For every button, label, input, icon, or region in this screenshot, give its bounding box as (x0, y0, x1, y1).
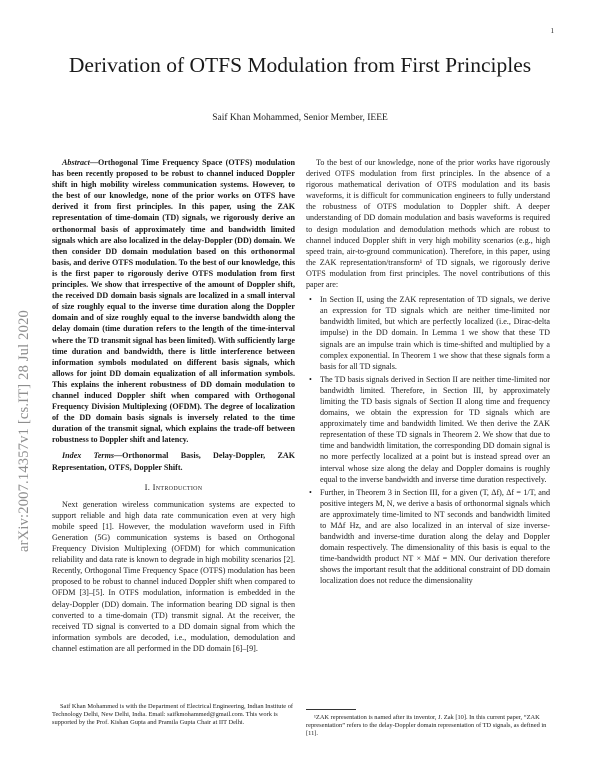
left-column (52, 157, 295, 654)
contribution-item (306, 374, 550, 485)
left-footnote-block (52, 703, 295, 728)
bullet-icon: • (309, 374, 312, 384)
right-footnote-block (306, 709, 550, 739)
paper-title: Derivation of OTFS Modulation from First Principles (68, 53, 532, 77)
abstract (52, 157, 295, 445)
page-number: 1 (550, 27, 554, 35)
abstract-text: —Orthogonal Time Frequency Space (OTFS) modulation has been recently proposed to be robust to channel induced Doppler shift in high mobility wireless communication systems. However, to the best of our knowledge, none of the prior works on OTFS have derived it from first principles. In this paper, using the ZAK representation of time-domain (TD) signals, we rigorously derive an orthonormal basis of approximately time and bandwidth limited signals which are also localized in the delay-Doppler (DD) domain. We then consider DD domain modulation based on this orthonormal basis, and derive OTFS modulation. To the best of our knowledge, this is the first paper to rigorously derive OTFS modulation from first principles. We show that irrespective of the amount of Doppler shift, the received DD domain basis signals are localized in a small interval of size roughly equal to the inverse time duration along the Doppler domain and of size roughly equal to the inverse bandwidth along the delay domain (time duration refers to the length of the time-interval where the TD transmit signal has been limited). With sufficiently large time duration and bandwidth, there is little interference between information symbols modulated on different basis signals, which allows for joint DD domain equalization of all information symbols. This explains the inherent robustness of DD domain modulation to channel induced Doppler shift when compared with Orthogonal Frequency Division Multiplexing (OFDM). The degree of localization of the DD domain basis signals is inversely related to the time duration of the transmit signal, which explains the trade-off between robustness to Doppler shift and latency. (52, 158, 295, 445)
contribution-text: In Section II, using the ZAK representation of TD signals, we derive an expression for TD signals which are neither time-limited nor bandwidth limited, but which are perfectly localized (i.e., Dirac-delta impulse) in the DD domain. In Lemma 1 we show that these TD signals are an impulse train which is time-shifted and multiplied by a complex exponential. In Theorem 1 we show that these signals form a basis for all TD signals. (320, 295, 550, 371)
bullet-icon: • (309, 295, 312, 305)
index-terms-text: —Orthonormal Basis, Delay-Doppler, ZAK Representation, OTFS, Doppler Shift. (52, 451, 295, 472)
introduction-paragraph: Next generation wireless communication systems are expected to support reliable and high data rate communication even at very high mobile speed [1]. However, the modulation waveform used in Fifth Generation (5G) communication systems is based on Orthogonal Frequency Division Multiplexing (OFDM) for which communication reliability and data rate is known to degrade in high mobility scenarios [2]. Recently, Orthogonal Time Frequency Space (OTFS) modulation has been proposed to be robust to channel induced Doppler shift when compared to OFDM [3]–[5]. In OTFS modulation, information is embedded in the delay-Doppler (DD) domain. The information bearing DD signal is then converted to a time-domain (TD) transmit signal. At the receiver, the received TD signal is converted to a DD domain signal from which the information symbols are decoded, i.e., modulation, demodulation and channel estimation are all performed in the DD domain [6]–[9]. (52, 499, 295, 653)
contribution-text: The TD basis signals derived in Section II are neither time-limited nor bandwidth limited. Therefore, in Section III, by approximately limiting the TD basis signals of Section II along time and frequency domains, we obtain the expression for TD signals which are approximately time and bandwidth limited. We then derive the ZAK representation of these TD signals in Theorem 2. We show that due to time and bandwidth limitation, the corresponding DD domain signal is no more perfectly localized at a point but is instead spread over an interval whose size along the delay and Doppler domains is roughly equal to the inverse bandwidth and inverse time duration respectively. (320, 374, 550, 484)
affiliation-footnote: Saif Khan Mohammed is with the Department of Electrical Engineering, Indian Institute of Technology Delhi, New Delhi, India. Email: saifkmohammed@gmail.com. This work is supported by the Prof. Kishan Gupta and Pramila Gupta Chair at IIT Delhi. (52, 703, 294, 727)
arxiv-identifier[interactable]: arXiv:2007.14357v1 [cs.IT] 28 Jul 2020 (16, 310, 32, 552)
contribution-item (306, 294, 550, 372)
right-column (306, 157, 550, 589)
right-intro-paragraph: To the best of our knowledge, none of the prior works have rigorously derived OTFS modulation from first principles. In the absence of a rigorous mathematical derivation of OTFS modulation and its basis waveforms, it is difficult for communication engineers to fully understand the robustness of OTFS modulation to Doppler shift. A deeper understanding of DD domain modulation and basis waveforms is required to design modulation and demodulation methods which are robust to channel induced Doppler shift in very high mobility scenarios (e.g., high speed train, air-to-ground communication). Therefore, in this paper, using the ZAK representation/transform¹ of TD signals, we rigorously derive OTFS modulation from first principles. The novel contributions of this paper are: (306, 158, 550, 290)
contributions-list (306, 294, 550, 586)
zak-footnote: ¹ZAK representation is named after its inventor, J. Zak [10]. In this current paper, “ZAK representation” refers to the delay-Doppler domain representation of TD signals, as defined in [11]. (306, 714, 547, 738)
index-terms-label: Index Terms (62, 451, 115, 461)
section-heading-introduction: I. Introduction (144, 481, 203, 492)
contribution-text: Further, in Theorem 3 in Section III, for a given (T, Δf), Δf = 1/T, and positive integers M, N, we derive a basis of orthonormal signals which are approximately time-limited to NT seconds and bandwidth limited to MΔf Hz, and are also localized in an interval of size inverse-bandwidth and inverse-time duration along the delay and Doppler domain respectively. The dimensionality of this basis is equal to the time-bandwidth product NT × MΔf = MN. Our derivation therefore shows the important result that the additional constraint of DD domain localization does not reduce the dimensionality (320, 487, 550, 586)
paper-author: Saif Khan Mohammed, Senior Member, IEEE (212, 113, 388, 123)
index-terms (52, 450, 295, 472)
contribution-item (306, 487, 550, 587)
bullet-icon: • (309, 487, 312, 497)
footnote-divider (306, 709, 356, 710)
abstract-label: Abstract (62, 158, 90, 167)
